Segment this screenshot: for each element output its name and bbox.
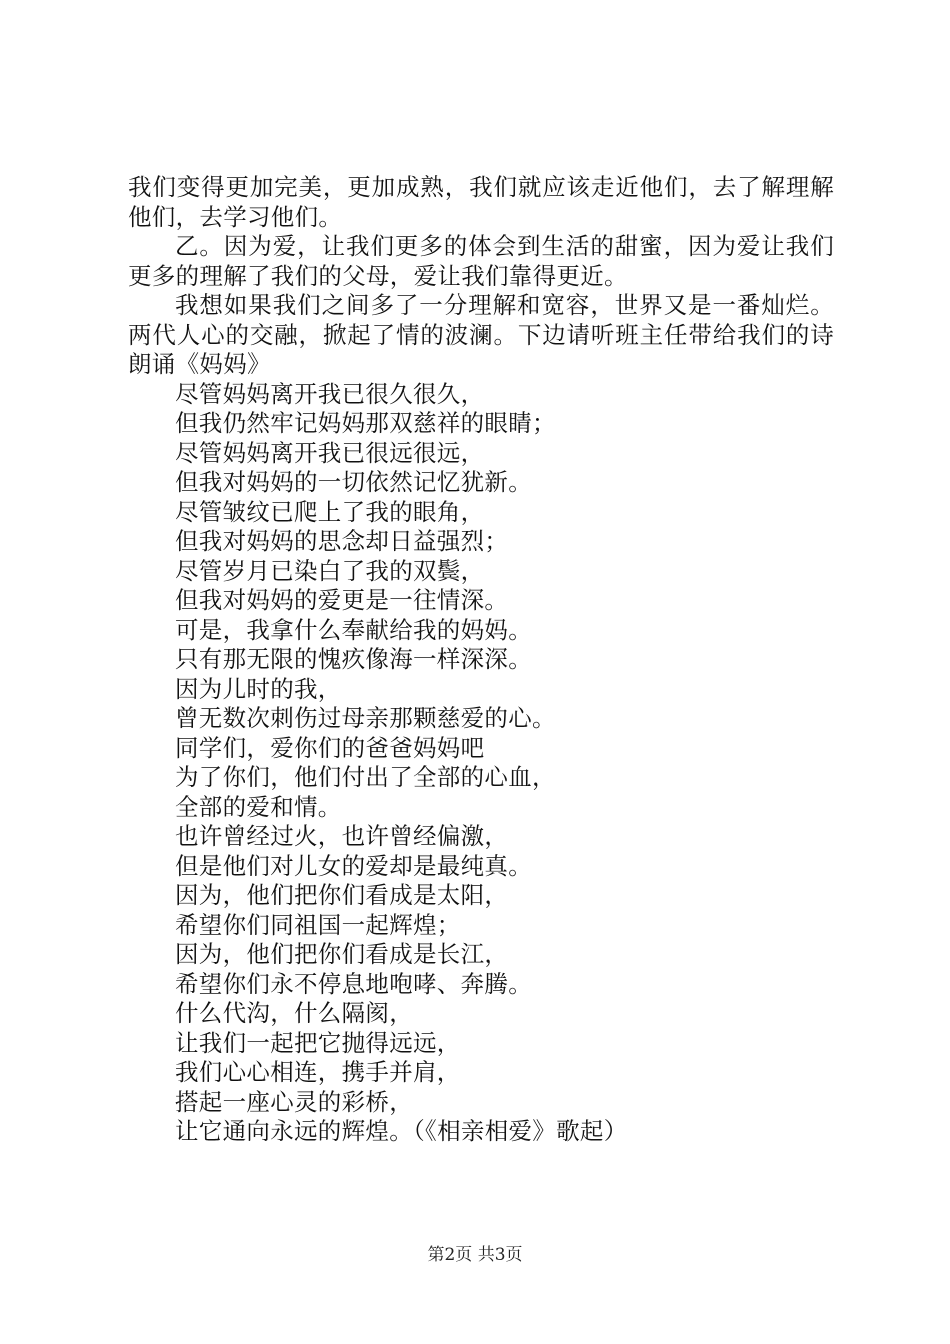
- poem-line: 尽管皱纹已爬上了我的眼角，: [175, 497, 485, 526]
- poem-line: 什么代沟，什么隔阂，: [175, 999, 413, 1027]
- paragraph-1: 我们变得更加完美，更加成熟，我们就应该走近他们，去了解理解他们，去学习他们。: [128, 173, 834, 231]
- paragraph-3: 我想如果我们之间多了一分理解和宽容，世界又是一番灿烂。两代人心的交融，掀起了情的波澜。下边请听班主任带给我们的诗朗诵《妈妈》: [128, 291, 834, 378]
- poem-line: 让我们一起把它抛得远远，: [175, 1028, 461, 1057]
- poem-line: 全部的爱和情。: [175, 792, 342, 821]
- poem-line: 但我仍然牢记妈妈那双慈祥的眼睛；: [175, 409, 556, 437]
- poem-line: 因为儿时的我，: [175, 674, 342, 703]
- poem-line: 只有那无限的愧疚像海一样深深。: [175, 645, 532, 673]
- poem-line: 尽管岁月已染白了我的双鬓，: [175, 556, 485, 585]
- poem-line: 为了你们，他们付出了全部的心血，: [175, 763, 556, 791]
- poem-line: 希望你们同祖国一起辉煌；: [175, 910, 461, 939]
- poem-line: 但我对妈妈的一切依然记忆犹新。: [175, 468, 532, 496]
- poem-line: 曾无数次刺伤过母亲那颗慈爱的心。: [175, 704, 556, 732]
- poem-line: 我们心心相连，携手并肩，: [175, 1058, 461, 1086]
- page-footer: [0, 1244, 950, 1266]
- poem-line: 但是他们对儿女的爱却是最纯真。: [175, 851, 532, 880]
- poem-line: 尽管妈妈离开我已很久很久，: [175, 379, 485, 408]
- poem-line: 可是，我拿什么奉献给我的妈妈。: [175, 615, 532, 644]
- poem-line: 让它通向永远的辉煌。（《相亲相爱》歌起）: [175, 1117, 628, 1145]
- document-body: [128, 173, 834, 1147]
- poem-line: 也许曾经过火，也许曾经偏激，: [175, 822, 509, 850]
- poem-line: 但我对妈妈的爱更是一往情深。: [175, 586, 509, 614]
- poem-line: 但我对妈妈的思念却日益强烈；: [175, 527, 509, 555]
- poem-line: 尽管妈妈离开我已很远很远，: [175, 438, 485, 467]
- poem-line: 同学们，爱你们的爸爸妈妈吧: [175, 733, 485, 762]
- page-number-label: 第2页 共3页: [427, 1245, 523, 1265]
- poem-line: 因为，他们把你们看成是长江，: [175, 940, 509, 968]
- poem-block: [128, 380, 834, 1147]
- paragraph-2: 乙。因为爱，让我们更多的体会到生活的甜蜜，因为爱让我们更多的理解了我们的父母，爱让我们靠得更近。: [128, 232, 834, 290]
- poem-line: 搭起一座心灵的彩桥，: [175, 1087, 413, 1116]
- poem-line: 因为，他们把你们看成是太阳，: [175, 881, 509, 909]
- poem-line: 希望你们永不停息地咆哮、奔腾。: [175, 969, 532, 998]
